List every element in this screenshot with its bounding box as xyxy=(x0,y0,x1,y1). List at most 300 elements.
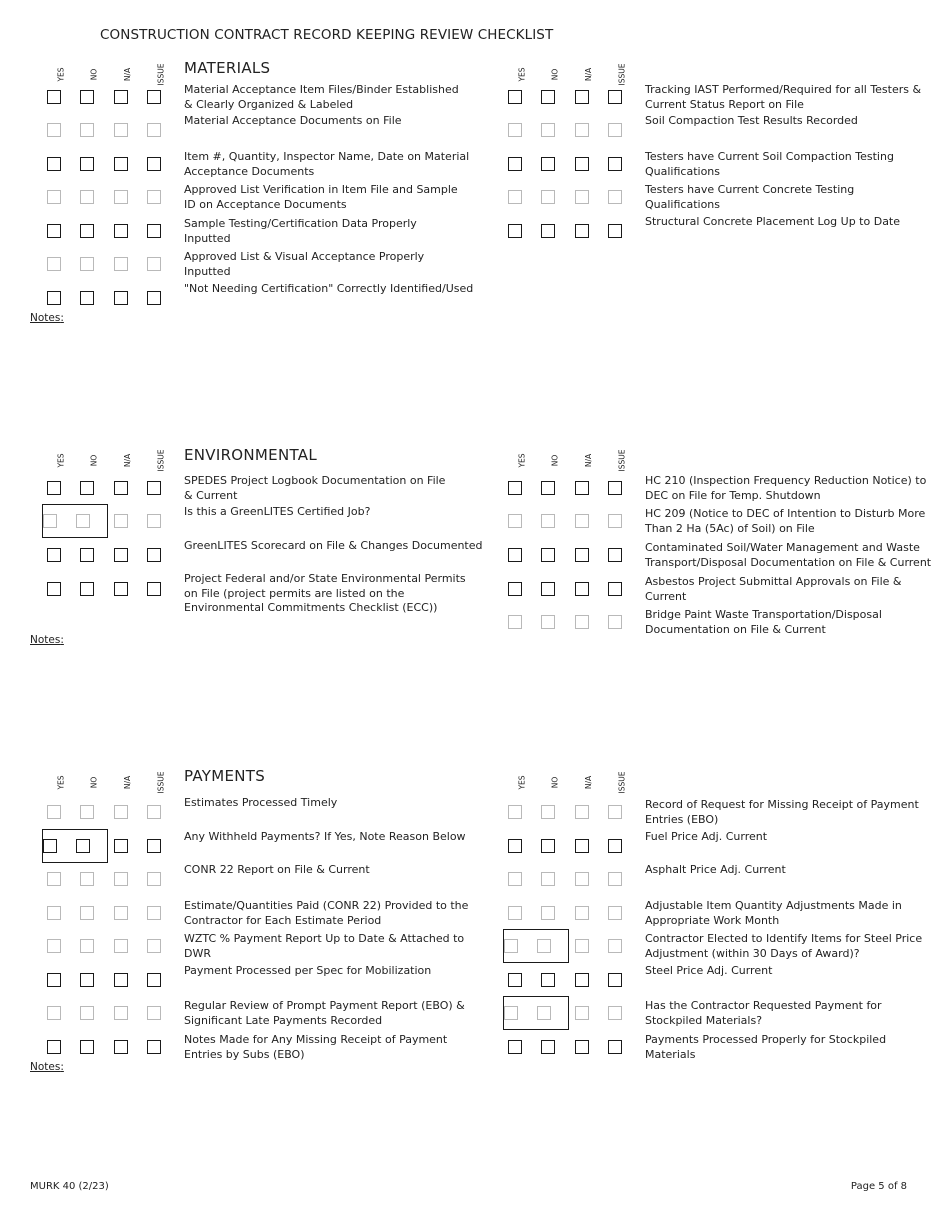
column-header-na xyxy=(572,770,606,789)
column-header-issue xyxy=(605,770,639,794)
label-line: Documentation on File & Current xyxy=(645,622,826,636)
label-line: HC 210 (Inspection Frequency Reduction Notice) to xyxy=(645,474,927,487)
column-header-label: N/A xyxy=(123,775,133,790)
label-line: Asbestos Project Submittal Approvals on File & xyxy=(645,575,902,588)
issue-checkbox[interactable] xyxy=(608,224,622,238)
issue-checkbox[interactable] xyxy=(147,548,161,562)
yes-checkbox[interactable] xyxy=(47,90,61,104)
no-checkbox[interactable] xyxy=(76,514,90,528)
label-line: Entries (EBO) xyxy=(645,812,719,826)
issue-checkbox[interactable] xyxy=(608,1040,622,1054)
section-title-payments: PAYMENTS xyxy=(184,767,266,785)
column-header-na xyxy=(111,770,145,789)
label-line: Contaminated Soil/Water Management and Waste xyxy=(645,541,920,554)
na-checkbox[interactable] xyxy=(575,615,589,629)
checklist-item-label xyxy=(645,1033,886,1062)
label-line: Than 2 Ha (5Ac) of Soil) on File xyxy=(645,521,815,535)
label-line: Appropriate Work Month xyxy=(645,913,780,927)
yes-checkbox[interactable] xyxy=(43,839,57,853)
label-line: SPEDES Project Logbook Documentation on File xyxy=(184,474,446,487)
checklist-item-label xyxy=(645,798,919,827)
issue-checkbox[interactable] xyxy=(608,123,622,137)
issue-checkbox[interactable] xyxy=(147,481,161,495)
na-checkbox[interactable] xyxy=(114,257,128,271)
na-checkbox[interactable] xyxy=(575,839,589,853)
yes-checkbox[interactable] xyxy=(508,90,522,104)
label-line: on File (project permits are listed on the xyxy=(184,586,405,600)
column-header-no xyxy=(538,448,572,467)
yes-checkbox[interactable] xyxy=(508,190,522,204)
column-header-label: ISSUE xyxy=(617,449,627,472)
checklist-item-label xyxy=(184,150,469,179)
label-line: ID on Acceptance Documents xyxy=(184,197,347,211)
no-checkbox[interactable] xyxy=(80,548,94,562)
yes-checkbox[interactable] xyxy=(47,1040,61,1054)
no-checkbox[interactable] xyxy=(80,157,94,171)
na-checkbox[interactable] xyxy=(575,157,589,171)
no-checkbox[interactable] xyxy=(541,190,555,204)
label-line: Bridge Paint Waste Transportation/Disposal xyxy=(645,608,882,621)
label-line: "Not Needing Certification" Correctly Identified/Used xyxy=(184,282,474,295)
issue-checkbox[interactable] xyxy=(147,190,161,204)
no-checkbox[interactable] xyxy=(80,190,94,204)
issue-checkbox[interactable] xyxy=(147,514,161,528)
yes-checkbox[interactable] xyxy=(504,1006,518,1020)
label-line: Entries by Subs (EBO) xyxy=(184,1047,305,1061)
checklist-item-label xyxy=(645,999,882,1028)
label-line: Regular Review of Prompt Payment Report (EBO) & xyxy=(184,999,465,1012)
yes-checkbox[interactable] xyxy=(508,582,522,596)
no-checkbox[interactable] xyxy=(541,615,555,629)
yes-checkbox[interactable] xyxy=(47,291,61,305)
column-header-yes xyxy=(505,62,539,81)
na-checkbox[interactable] xyxy=(114,939,128,953)
checklist-item-label xyxy=(645,899,902,928)
label-line: DEC on File for Temp. Shutdown xyxy=(645,488,821,502)
na-checkbox[interactable] xyxy=(575,805,589,819)
notes-label-text: Notes xyxy=(30,1061,61,1073)
no-checkbox[interactable] xyxy=(80,872,94,886)
label-line: Fuel Price Adj. Current xyxy=(645,830,768,843)
label-line: Acceptance Documents xyxy=(184,164,315,178)
notes-label-environmental: Notes: xyxy=(30,634,64,646)
column-header-label: YES xyxy=(517,453,527,468)
yes-checkbox[interactable] xyxy=(508,548,522,562)
no-checkbox[interactable] xyxy=(541,906,555,920)
yes-checkbox[interactable] xyxy=(508,481,522,495)
column-header-label: N/A xyxy=(584,775,594,790)
issue-checkbox[interactable] xyxy=(608,939,622,953)
checklist-item-label xyxy=(184,863,370,878)
column-header-no xyxy=(538,770,572,789)
no-checkbox[interactable] xyxy=(76,839,90,853)
na-checkbox[interactable] xyxy=(114,839,128,853)
no-checkbox[interactable] xyxy=(541,224,555,238)
label-line: Payments Processed Properly for Stockpiled xyxy=(645,1033,887,1046)
column-header-yes xyxy=(505,448,539,467)
issue-checkbox[interactable] xyxy=(147,906,161,920)
label-line: Is this a GreenLITES Certified Job? xyxy=(184,505,371,518)
no-checkbox[interactable] xyxy=(541,973,555,987)
column-header-label: YES xyxy=(517,775,527,790)
yes-checkbox[interactable] xyxy=(508,224,522,238)
column-header-label: ISSUE xyxy=(156,63,166,86)
na-checkbox[interactable] xyxy=(575,514,589,528)
column-header-label: NO xyxy=(550,68,560,81)
na-checkbox[interactable] xyxy=(575,872,589,886)
no-checkbox[interactable] xyxy=(80,481,94,495)
label-line: & Clearly Organized & Labeled xyxy=(184,97,354,111)
checklist-item-label xyxy=(184,83,459,112)
checklist-item-label xyxy=(645,114,858,129)
label-line: Estimates Processed Timely xyxy=(184,796,338,809)
label-line: Adjustable Item Quantity Adjustments Made in xyxy=(645,899,902,912)
yes-checkbox[interactable] xyxy=(508,906,522,920)
no-checkbox[interactable] xyxy=(537,1006,551,1020)
issue-checkbox[interactable] xyxy=(147,805,161,819)
column-header-label: NO xyxy=(550,776,560,789)
yes-checkbox[interactable] xyxy=(47,224,61,238)
column-header-label: NO xyxy=(550,454,560,467)
na-checkbox[interactable] xyxy=(114,548,128,562)
yes-checkbox[interactable] xyxy=(508,615,522,629)
label-line: Project Federal and/or State Environmental Permits xyxy=(184,572,466,585)
label-line: Contractor for Each Estimate Period xyxy=(184,913,382,927)
yes-checkbox[interactable] xyxy=(47,906,61,920)
na-checkbox[interactable] xyxy=(114,90,128,104)
issue-checkbox[interactable] xyxy=(608,805,622,819)
label-line: Stockpiled Materials? xyxy=(645,1013,763,1027)
label-line: Current Status Report on File xyxy=(645,97,804,111)
label-line: Adjustment (within 30 Days of Award)? xyxy=(645,946,860,960)
na-checkbox[interactable] xyxy=(114,973,128,987)
issue-checkbox[interactable] xyxy=(608,90,622,104)
column-header-label: YES xyxy=(56,67,66,82)
no-checkbox[interactable] xyxy=(541,123,555,137)
column-header-na xyxy=(111,448,145,467)
section-title-materials: MATERIALS xyxy=(184,59,271,77)
issue-checkbox[interactable] xyxy=(608,839,622,853)
yes-checkbox[interactable] xyxy=(47,1006,61,1020)
checklist-item-label xyxy=(184,932,464,961)
na-checkbox[interactable] xyxy=(114,906,128,920)
label-line: Testers have Current Soil Compaction Testing xyxy=(645,150,894,163)
na-checkbox[interactable] xyxy=(575,224,589,238)
issue-checkbox[interactable] xyxy=(608,481,622,495)
column-header-no xyxy=(77,62,111,81)
no-checkbox[interactable] xyxy=(541,481,555,495)
yes-checkbox[interactable] xyxy=(508,839,522,853)
na-checkbox[interactable] xyxy=(114,291,128,305)
no-checkbox[interactable] xyxy=(541,548,555,562)
issue-checkbox[interactable] xyxy=(147,257,161,271)
na-checkbox[interactable] xyxy=(575,973,589,987)
issue-checkbox[interactable] xyxy=(147,839,161,853)
label-line: WZTC % Payment Report Up to Date & Attached to xyxy=(184,932,465,945)
checklist-item-label xyxy=(645,575,901,604)
checklist-item-label xyxy=(184,572,466,616)
label-line: Inputted xyxy=(184,231,231,245)
yes-checkbox[interactable] xyxy=(47,973,61,987)
na-checkbox[interactable] xyxy=(114,805,128,819)
no-checkbox[interactable] xyxy=(541,839,555,853)
column-header-issue xyxy=(144,62,178,86)
no-checkbox[interactable] xyxy=(80,973,94,987)
issue-checkbox[interactable] xyxy=(608,615,622,629)
yes-checkbox[interactable] xyxy=(47,157,61,171)
issue-checkbox[interactable] xyxy=(147,1006,161,1020)
label-line: Item #, Quantity, Inspector Name, Date on Material xyxy=(184,150,470,163)
issue-checkbox[interactable] xyxy=(608,157,622,171)
column-header-yes xyxy=(44,770,78,789)
column-header-issue xyxy=(144,448,178,472)
na-checkbox[interactable] xyxy=(114,582,128,596)
issue-checkbox[interactable] xyxy=(608,1006,622,1020)
label-line: Transport/Disposal Documentation on File & Current xyxy=(645,555,932,569)
no-checkbox[interactable] xyxy=(541,90,555,104)
yes-checkbox[interactable] xyxy=(43,514,57,528)
section-title-environmental: ENVIRONMENTAL xyxy=(184,446,317,464)
checklist-item-label xyxy=(645,863,786,878)
checklist-item-label xyxy=(184,505,370,520)
issue-checkbox[interactable] xyxy=(147,582,161,596)
no-checkbox[interactable] xyxy=(541,582,555,596)
notes-label-text: Notes xyxy=(30,312,61,324)
label-line: CONR 22 Report on File & Current xyxy=(184,863,370,876)
column-header-no xyxy=(538,62,572,81)
label-line: Approved List & Visual Acceptance Properly xyxy=(184,250,425,263)
issue-checkbox[interactable] xyxy=(608,973,622,987)
yes-checkbox[interactable] xyxy=(47,939,61,953)
label-line: Environmental Commitments Checklist (ECC)) xyxy=(184,601,438,614)
no-checkbox[interactable] xyxy=(80,90,94,104)
issue-checkbox[interactable] xyxy=(608,872,622,886)
checklist-item-label xyxy=(645,507,925,536)
checklist-item-label xyxy=(184,830,466,845)
checklist-item-label xyxy=(645,150,894,179)
checklist-item-label xyxy=(184,796,337,811)
yes-checkbox[interactable] xyxy=(508,123,522,137)
column-header-label: YES xyxy=(56,775,66,790)
yes-checkbox[interactable] xyxy=(504,939,518,953)
no-checkbox[interactable] xyxy=(80,123,94,137)
column-header-yes xyxy=(44,62,78,81)
no-checkbox[interactable] xyxy=(80,291,94,305)
checklist-item-label xyxy=(645,830,767,845)
column-header-label: N/A xyxy=(584,67,594,82)
column-header-no xyxy=(77,448,111,467)
no-checkbox[interactable] xyxy=(537,939,551,953)
no-checkbox[interactable] xyxy=(80,805,94,819)
checklist-item-label xyxy=(184,217,417,246)
column-header-label: N/A xyxy=(123,67,133,82)
checklist-item-label xyxy=(645,608,882,637)
label-line: & Current xyxy=(184,488,238,502)
na-checkbox[interactable] xyxy=(575,123,589,137)
yes-checkbox[interactable] xyxy=(47,481,61,495)
column-header-label: YES xyxy=(56,453,66,468)
no-checkbox[interactable] xyxy=(80,939,94,953)
label-line: Notes Made for Any Missing Receipt of Payment xyxy=(184,1033,448,1046)
na-checkbox[interactable] xyxy=(575,1040,589,1054)
yes-checkbox[interactable] xyxy=(47,582,61,596)
column-header-label: N/A xyxy=(584,453,594,468)
issue-checkbox[interactable] xyxy=(147,90,161,104)
page-number: Page 5 of 8 xyxy=(850,1181,907,1192)
column-header-issue xyxy=(144,770,178,794)
na-checkbox[interactable] xyxy=(114,1006,128,1020)
checklist-item-label xyxy=(645,183,854,212)
no-checkbox[interactable] xyxy=(80,1006,94,1020)
label-line: GreenLITES Scorecard on File & Changes Documented xyxy=(184,539,483,552)
label-line: HC 209 (Notice to DEC of Intention to Disturb More xyxy=(645,507,926,520)
column-header-na xyxy=(572,448,606,467)
no-checkbox[interactable] xyxy=(541,872,555,886)
label-line: Approved List Verification in Item File and Sample xyxy=(184,183,458,196)
yes-checkbox[interactable] xyxy=(47,872,61,886)
column-header-label: YES xyxy=(517,67,527,82)
issue-checkbox[interactable] xyxy=(147,973,161,987)
na-checkbox[interactable] xyxy=(114,1040,128,1054)
yes-checkbox[interactable] xyxy=(47,805,61,819)
column-header-label: NO xyxy=(89,776,99,789)
yes-checkbox[interactable] xyxy=(508,157,522,171)
na-checkbox[interactable] xyxy=(575,90,589,104)
yes-checkbox[interactable] xyxy=(47,190,61,204)
label-line: Record of Request for Missing Receipt of Payment xyxy=(645,798,919,811)
no-checkbox[interactable] xyxy=(80,906,94,920)
form-title: CONSTRUCTION CONTRACT RECORD KEEPING REVIEW CHECKLIST xyxy=(100,27,554,43)
no-checkbox[interactable] xyxy=(541,157,555,171)
checklist-item-label xyxy=(184,474,445,503)
column-header-issue xyxy=(605,62,639,86)
checklist-item-label xyxy=(645,83,921,112)
yes-checkbox[interactable] xyxy=(47,548,61,562)
label-line: DWR xyxy=(184,946,211,960)
column-header-na xyxy=(572,62,606,81)
yes-checkbox[interactable] xyxy=(508,1040,522,1054)
issue-checkbox[interactable] xyxy=(147,157,161,171)
issue-checkbox[interactable] xyxy=(608,548,622,562)
notes-label-materials: Notes: xyxy=(30,312,64,324)
issue-checkbox[interactable] xyxy=(608,906,622,920)
checklist-item-label xyxy=(184,1033,447,1062)
no-checkbox[interactable] xyxy=(80,1040,94,1054)
notes-label-payments: Notes: xyxy=(30,1061,64,1073)
na-checkbox[interactable] xyxy=(114,481,128,495)
no-checkbox[interactable] xyxy=(80,257,94,271)
column-header-label: ISSUE xyxy=(617,63,627,86)
column-header-label: NO xyxy=(89,68,99,81)
na-checkbox[interactable] xyxy=(575,481,589,495)
label-line: Material Acceptance Item Files/Binder Established xyxy=(184,83,459,96)
label-line: Steel Price Adj. Current xyxy=(645,964,773,977)
issue-checkbox[interactable] xyxy=(608,582,622,596)
column-header-label: ISSUE xyxy=(617,771,627,794)
column-header-label: ISSUE xyxy=(156,771,166,794)
no-checkbox[interactable] xyxy=(80,224,94,238)
checklist-item-label xyxy=(184,282,473,297)
no-checkbox[interactable] xyxy=(541,514,555,528)
notes-label-text: Notes xyxy=(30,634,61,646)
issue-checkbox[interactable] xyxy=(147,224,161,238)
issue-checkbox[interactable] xyxy=(147,939,161,953)
checklist-item-label xyxy=(184,999,465,1028)
form-id: MURK 40 (2/23) xyxy=(30,1181,109,1192)
label-line: Contractor Elected to Identify Items for Steel Price xyxy=(645,932,923,945)
checklist-item-label xyxy=(184,183,458,212)
column-header-yes xyxy=(44,448,78,467)
issue-checkbox[interactable] xyxy=(147,872,161,886)
label-line: Structural Concrete Placement Log Up to Date xyxy=(645,215,901,228)
na-checkbox[interactable] xyxy=(114,514,128,528)
label-line: Has the Contractor Requested Payment for xyxy=(645,999,882,1012)
na-checkbox[interactable] xyxy=(575,190,589,204)
column-header-na xyxy=(111,62,145,81)
issue-checkbox[interactable] xyxy=(147,291,161,305)
issue-checkbox[interactable] xyxy=(147,1040,161,1054)
column-header-label: N/A xyxy=(123,453,133,468)
label-line: Estimate/Quantities Paid (CONR 22) Provided to the xyxy=(184,899,469,912)
na-checkbox[interactable] xyxy=(114,123,128,137)
na-checkbox[interactable] xyxy=(114,224,128,238)
label-line: Material Acceptance Documents on File xyxy=(184,114,402,127)
no-checkbox[interactable] xyxy=(80,582,94,596)
label-line: Any Withheld Payments? If Yes, Note Reason Below xyxy=(184,830,466,843)
na-checkbox[interactable] xyxy=(114,190,128,204)
yes-checkbox[interactable] xyxy=(47,257,61,271)
yes-checkbox[interactable] xyxy=(508,514,522,528)
label-line: Current xyxy=(645,589,687,603)
yes-checkbox[interactable] xyxy=(508,872,522,886)
issue-checkbox[interactable] xyxy=(147,123,161,137)
yes-checkbox[interactable] xyxy=(47,123,61,137)
yes-checkbox[interactable] xyxy=(508,805,522,819)
checklist-item-label xyxy=(645,964,772,979)
na-checkbox[interactable] xyxy=(575,939,589,953)
label-line: Soil Compaction Test Results Recorded xyxy=(645,114,858,127)
column-header-issue xyxy=(605,448,639,472)
column-header-label: ISSUE xyxy=(156,449,166,472)
yes-checkbox[interactable] xyxy=(508,973,522,987)
label-line: Inputted xyxy=(184,264,231,278)
na-checkbox[interactable] xyxy=(575,906,589,920)
checklist-item-label xyxy=(184,899,468,928)
na-checkbox[interactable] xyxy=(575,582,589,596)
label-line: Materials xyxy=(645,1047,696,1061)
column-header-yes xyxy=(505,770,539,789)
issue-checkbox[interactable] xyxy=(608,514,622,528)
checklist-item-label xyxy=(645,932,922,961)
na-checkbox[interactable] xyxy=(575,548,589,562)
na-checkbox[interactable] xyxy=(114,872,128,886)
checklist-item-label xyxy=(645,541,931,570)
no-checkbox[interactable] xyxy=(541,805,555,819)
no-checkbox[interactable] xyxy=(541,1040,555,1054)
issue-checkbox[interactable] xyxy=(608,190,622,204)
label-line: Tracking IAST Performed/Required for all Testers & xyxy=(645,83,922,96)
checklist-item-label xyxy=(184,539,483,554)
na-checkbox[interactable] xyxy=(114,157,128,171)
na-checkbox[interactable] xyxy=(575,1006,589,1020)
label-line: Significant Late Payments Recorded xyxy=(184,1013,383,1027)
label-line: Qualifications xyxy=(645,197,721,211)
checklist-item-label xyxy=(184,250,424,279)
checklist-item-label xyxy=(184,964,431,979)
label-line: Payment Processed per Spec for Mobilization xyxy=(184,964,432,977)
column-header-no xyxy=(77,770,111,789)
label-line: Qualifications xyxy=(645,164,721,178)
